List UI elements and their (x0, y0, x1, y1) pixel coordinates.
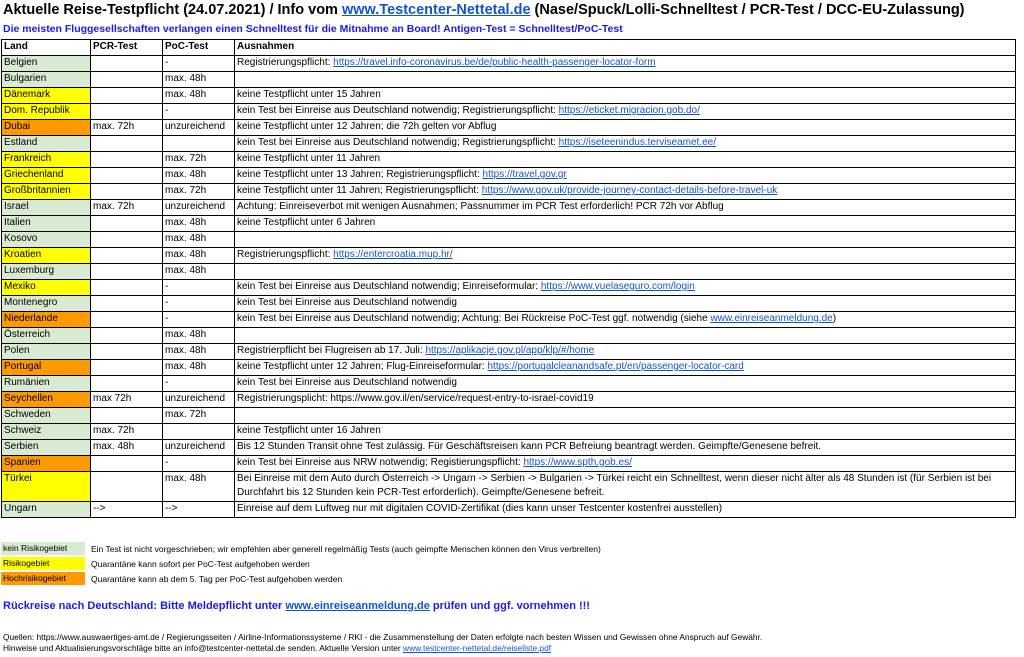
pcr-cell: max 72h (91, 392, 163, 408)
pcr-cell (91, 232, 163, 248)
table-row (2, 56, 1016, 72)
exception-link[interactable]: www.einreiseanmeldung.de (710, 313, 833, 324)
country-cell: Dom. Republik (2, 104, 91, 120)
exception-text-after: ) (832, 313, 837, 324)
poc-cell: max. 72h (163, 152, 235, 168)
poc-cell (163, 136, 235, 152)
poc-cell: --> (163, 502, 235, 518)
exceptions-cell (235, 408, 1016, 424)
exception-text: keine Testpflicht unter 12 Jahren; die 72h gelten vor Abflug (237, 121, 497, 132)
reiseliste-link[interactable]: www.testcenter-nettetal.de/reiseliste.pdf (403, 642, 552, 653)
country-cell: Dänemark (2, 88, 91, 104)
pcr-cell (91, 344, 163, 360)
table-row (2, 312, 1016, 328)
table-row (2, 296, 1016, 312)
hints-text: Hinweise und Aktualisierungsvorschläge bitte an info@testcenter-nettetal.de senden. Aktuelle Version unter (3, 642, 404, 653)
pcr-cell (91, 152, 163, 168)
pcr-cell (91, 280, 163, 296)
exceptions-cell (235, 472, 1016, 502)
table-row (2, 456, 1016, 472)
exceptions-cell (235, 200, 1016, 216)
pcr-cell (91, 376, 163, 392)
exceptions-cell (235, 502, 1016, 518)
pcr-cell (91, 168, 163, 184)
table-row (2, 502, 1016, 518)
table-row (2, 392, 1016, 408)
table-row (2, 328, 1016, 344)
exceptions-cell (235, 248, 1016, 264)
exceptions-cell (235, 104, 1016, 120)
pcr-cell (91, 104, 163, 120)
header-ausnahmen: Ausnahmen (235, 40, 1016, 56)
hints-line (3, 643, 762, 654)
table-row (2, 344, 1016, 360)
exception-text: keine Testpflicht unter 12 Jahren; Flug-Einreiseformular: (237, 361, 488, 372)
country-cell: Schweden (2, 408, 91, 424)
pcr-cell (91, 248, 163, 264)
exceptions-cell (235, 456, 1016, 472)
exception-text: keine Testpflicht unter 13 Jahren; Registrierungspflicht: (237, 169, 483, 180)
pcr-cell (91, 72, 163, 88)
country-cell: Türkei (2, 472, 91, 502)
table-row (2, 136, 1016, 152)
country-cell: Montenegro (2, 296, 91, 312)
poc-cell: max. 48h (163, 344, 235, 360)
table-row (2, 104, 1016, 120)
table-row (2, 72, 1016, 88)
table-row (2, 200, 1016, 216)
poc-cell: max. 48h (163, 88, 235, 104)
exception-link[interactable]: https://travel.gov.gr (482, 169, 567, 180)
exceptions-cell (235, 312, 1016, 328)
legend-swatch: Hochrisikogebiet (1, 572, 85, 585)
poc-cell: max. 48h (163, 248, 235, 264)
legend-text: Quarantäne kann ab dem 5. Tag per PoC-Test aufgehoben werden (91, 573, 343, 584)
country-cell: Kosovo (2, 232, 91, 248)
country-cell: Österreich (2, 328, 91, 344)
exceptions-cell (235, 56, 1016, 72)
legend-text: Quarantäne kann sofort per PoC-Test aufgehoben werden (91, 558, 310, 569)
table-row (2, 280, 1016, 296)
header-land: Land (2, 40, 91, 56)
country-cell: Griechenland (2, 168, 91, 184)
exception-text: kein Test bei Einreise aus Deutschland notwendig (237, 377, 457, 388)
exception-text: Registrierungspflicht: (237, 57, 334, 68)
legend-swatch: Risikogebiet (1, 557, 85, 570)
poc-cell: max. 48h (163, 232, 235, 248)
exceptions-cell (235, 424, 1016, 440)
exception-text: Registrierungsplicht: https://www.gov.il/en/service/request-entry-to-israel-covid19 (237, 393, 594, 404)
country-cell: Frankreich (2, 152, 91, 168)
exception-link[interactable]: https://portugalcleanandsafe.pt/en/passenger-locator-card (487, 361, 744, 372)
table-row (2, 248, 1016, 264)
poc-cell: unzureichend (163, 120, 235, 136)
page-title (3, 2, 1021, 18)
subtitle: Die meisten Fluggesellschaften verlangen einen Schnelltest für die Mitnahme an Board! Antigen-Test = Schnelltest/PoC-Test (3, 23, 623, 35)
poc-cell: - (163, 312, 235, 328)
country-cell: Belgien (2, 56, 91, 72)
einreiseanmeldung-link[interactable]: www.einreiseanmeldung.de (285, 600, 430, 612)
exception-text: keine Testpflicht unter 6 Jahren (237, 217, 376, 228)
exception-text: Achtung: Einreiseverbot mit wenigen Ausnahmen; Passnummer im PCR Test erforderlich! PCR 72h vor Abflug (237, 201, 724, 212)
poc-cell: - (163, 280, 235, 296)
country-cell: Bulgarien (2, 72, 91, 88)
exceptions-cell (235, 376, 1016, 392)
pcr-cell (91, 216, 163, 232)
exceptions-cell (235, 88, 1016, 104)
legend-swatch: kein Risikogebiet (1, 542, 85, 555)
poc-cell: - (163, 296, 235, 312)
table-row (2, 472, 1016, 502)
table-row (2, 232, 1016, 248)
exception-link[interactable]: https://entercroatia.mup.hr/ (333, 249, 453, 260)
exceptions-cell (235, 328, 1016, 344)
country-cell: Rumänien (2, 376, 91, 392)
poc-cell: max. 48h (163, 168, 235, 184)
exceptions-cell (235, 296, 1016, 312)
country-cell: Dubai (2, 120, 91, 136)
poc-cell: max. 48h (163, 360, 235, 376)
return-suffix: prüfen und ggf. vornehmen !!! (429, 600, 590, 612)
legend-item (1, 556, 601, 571)
testcenter-link[interactable]: www.Testcenter-Nettetal.de (341, 2, 531, 18)
table-row (2, 264, 1016, 280)
table-row (2, 152, 1016, 168)
table-row (2, 360, 1016, 376)
table-header-row (2, 40, 1016, 56)
table-row (2, 168, 1016, 184)
country-cell: Italien (2, 216, 91, 232)
exceptions-cell (235, 360, 1016, 376)
legend-item (1, 541, 601, 556)
poc-cell: - (163, 456, 235, 472)
title-prefix: Aktuelle Reise-Testpflicht (24.07.2021) / Info vom (3, 2, 342, 18)
exception-text: kein Test bei Einreise aus Deutschland notwendig; Registrierungspflicht: (237, 105, 559, 116)
country-cell: Großbritannien (2, 184, 91, 200)
table-body (2, 56, 1016, 518)
header-pcr: PCR-Test (91, 40, 163, 56)
exception-text: Bis 12 Stunden Transit ohne Test zulässig. Für Geschäftsreisen kann PCR Befreiung beantragt werden. Geimpfte/Genesene befreit. (237, 441, 822, 452)
country-cell: Mexiko (2, 280, 91, 296)
pcr-cell: max. 72h (91, 200, 163, 216)
table-row (2, 120, 1016, 136)
return-notice (3, 600, 590, 612)
exception-text: kein Test bei Einreise aus NRW notwendig; Registierungspflicht: (237, 457, 524, 468)
pcr-cell (91, 56, 163, 72)
travel-test-table (1, 39, 1016, 518)
exception-text: keine Testpflicht unter 15 Jahren (237, 89, 381, 100)
exceptions-cell (235, 136, 1016, 152)
table-row (2, 408, 1016, 424)
exception-text: kein Test bei Einreise aus Deutschland notwendig; Registrierungspflicht: (237, 137, 559, 148)
exception-link[interactable]: https://www.vuelaseguro.com/login (540, 281, 695, 292)
poc-cell: max. 72h (163, 408, 235, 424)
poc-cell: max. 48h (163, 72, 235, 88)
exception-link[interactable]: https://www.spth.gob.es/ (523, 457, 632, 468)
exception-text: kein Test bei Einreise aus Deutschland notwendig; Einreiseformular: (237, 281, 541, 292)
poc-cell: unzureichend (163, 392, 235, 408)
country-cell: Schweiz (2, 424, 91, 440)
exceptions-cell (235, 440, 1016, 456)
poc-cell: unzureichend (163, 440, 235, 456)
exception-link[interactable]: https://aplikacje.gov.pl/app/klp/#/home (425, 345, 595, 356)
exception-link[interactable]: https://eticket.migracion.gob.do/ (558, 105, 700, 116)
exceptions-cell (235, 264, 1016, 280)
exception-text: keine Testpflicht unter 11 Jahren; Registrierungspflicht: (237, 185, 482, 196)
country-cell: Polen (2, 344, 91, 360)
title-suffix: (Nase/Spuck/Lolli-Schnelltest / PCR-Test / DCC-EU-Zulassung) (530, 2, 965, 18)
country-cell: Ungarn (2, 502, 91, 518)
exceptions-cell (235, 232, 1016, 248)
legend-item (1, 571, 601, 586)
country-cell: Serbien (2, 440, 91, 456)
poc-cell: - (163, 56, 235, 72)
exception-text: keine Testpflicht unter 11 Jahren (237, 153, 381, 164)
poc-cell: max. 48h (163, 216, 235, 232)
exception-text: kein Test bei Einreise aus Deutschland notwendig; Achtung: Bei Rückreise PoC-Test ggf. notwendig (siehe (237, 313, 711, 324)
legend (1, 541, 601, 586)
exception-link[interactable]: https://travel.info-coronavirus.be/de/public-health-passenger-locator-form (333, 57, 656, 68)
exception-text: Registrierpflicht bei Flugreisen ab 17. Juli: (237, 345, 426, 356)
table-row (2, 424, 1016, 440)
country-cell: Spanien (2, 456, 91, 472)
poc-cell: max. 48h (163, 264, 235, 280)
country-cell: Seychellen (2, 392, 91, 408)
poc-cell (163, 424, 235, 440)
sources-footer (3, 632, 762, 653)
pcr-cell (91, 296, 163, 312)
header-poc: PoC-Test (163, 40, 235, 56)
pcr-cell: max. 72h (91, 424, 163, 440)
legend-text: Ein Test ist nicht vorgeschrieben; wir empfehlen aber generell regelmäßig Tests (auch geimpfte Menschen können den Virus verbreiten) (91, 543, 601, 554)
pcr-cell: max. 48h (91, 440, 163, 456)
exceptions-cell (235, 72, 1016, 88)
pcr-cell: --> (91, 502, 163, 518)
exceptions-cell (235, 152, 1016, 168)
table-row (2, 88, 1016, 104)
poc-cell: - (163, 104, 235, 120)
country-cell: Niederlande (2, 312, 91, 328)
table-row (2, 440, 1016, 456)
pcr-cell (91, 88, 163, 104)
pcr-cell (91, 184, 163, 200)
pcr-cell (91, 136, 163, 152)
country-cell: Estland (2, 136, 91, 152)
exception-link[interactable]: https://iseteenindus.terviseamet.ee/ (558, 137, 716, 148)
table-row (2, 216, 1016, 232)
country-cell: Luxemburg (2, 264, 91, 280)
pcr-cell (91, 360, 163, 376)
exceptions-cell (235, 120, 1016, 136)
poc-cell: - (163, 376, 235, 392)
pcr-cell (91, 408, 163, 424)
poc-cell: max. 72h (163, 184, 235, 200)
exception-text: kein Test bei Einreise aus Deutschland notwendig (237, 297, 457, 308)
poc-cell: max. 48h (163, 472, 235, 502)
country-cell: Kroatien (2, 248, 91, 264)
exception-link[interactable]: https://www.gov.uk/provide-journey-contact-details-before-travel-uk (481, 185, 778, 196)
table-row (2, 376, 1016, 392)
exceptions-cell (235, 344, 1016, 360)
exceptions-cell (235, 168, 1016, 184)
poc-cell: unzureichend (163, 200, 235, 216)
pcr-cell (91, 472, 163, 502)
exception-text: Einreise auf dem Luftweg nur mit digitalen COVID-Zertifikat (dies kann unser Testcenter kostenfrei ausstellen) (237, 503, 723, 514)
poc-cell: max. 48h (163, 328, 235, 344)
exceptions-cell (235, 216, 1016, 232)
pcr-cell (91, 312, 163, 328)
exceptions-cell (235, 392, 1016, 408)
exception-text: Bei Einreise mit dem Auto durch Österreich -> Ungarn -> Serbien -> Bulgarien -> Türkei reicht ein Schnelltest, wenn dieser nicht älter als 48 Stunden ist (für Serbien ist bei Durchfahrt bis 12 Stunden kein PCR-Test erforderlich). Geimpfte/Genesene befreit. (237, 473, 992, 498)
sources-line: Quellen: https://www.auswaertiges-amt.de / Regierungsseiten / Airline-Informationssysteme / RKI - die Zusammenstellung der Daten erfolgte nach besten Wissen und Gewissen ohne Anspruch auf Gewähr. (3, 632, 763, 642)
country-cell: Portugal (2, 360, 91, 376)
exceptions-cell (235, 184, 1016, 200)
country-cell: Israel (2, 200, 91, 216)
pcr-cell: max. 72h (91, 120, 163, 136)
pcr-cell (91, 456, 163, 472)
exception-text: keine Testpflicht unter 16 Jahren (237, 425, 381, 436)
pcr-cell (91, 328, 163, 344)
exception-text: Registrierungspflicht: (237, 249, 334, 260)
exceptions-cell (235, 280, 1016, 296)
pcr-cell (91, 264, 163, 280)
table-row (2, 184, 1016, 200)
return-prefix: Rückreise nach Deutschland: Bitte Meldepflicht unter (3, 600, 286, 612)
